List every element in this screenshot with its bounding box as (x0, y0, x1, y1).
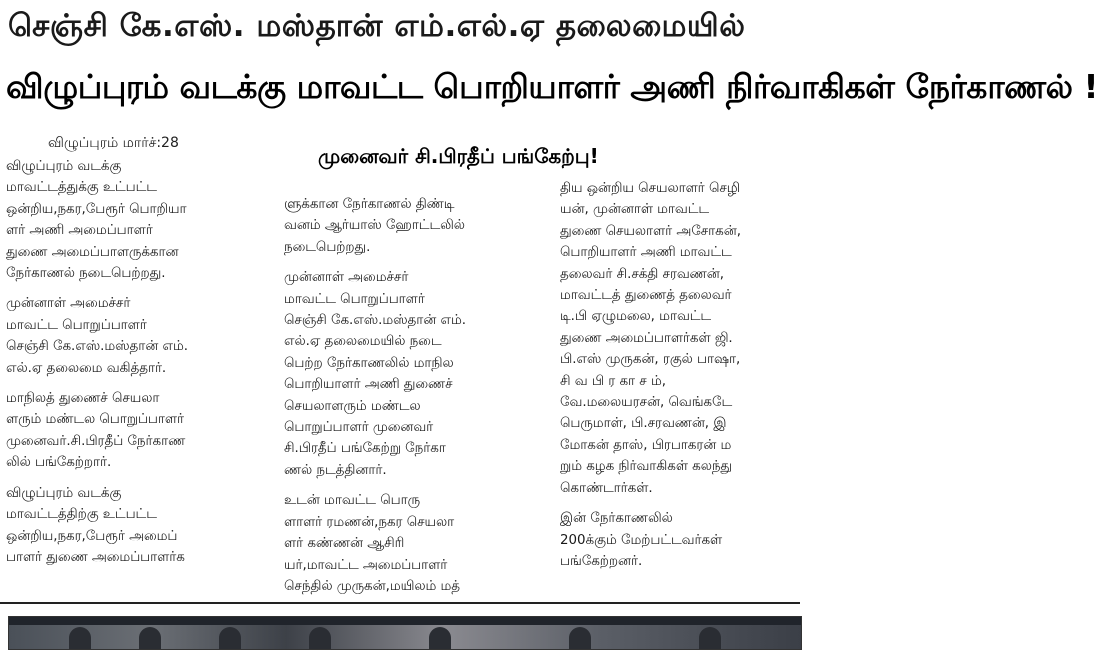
article-line: பாளர் துணை அமைப்பாளர்க (6, 549, 185, 565)
news-photo (8, 616, 802, 650)
article-line: மாவட்டத்துக்கு உட்பட்ட (6, 180, 157, 196)
article-line: யர்,மாவட்ட அமைப்பாளர் (284, 557, 448, 573)
article-line: வனம் ஆர்யாஸ் ஹோட்டலில் (284, 218, 465, 234)
article-paragraph (6, 483, 262, 569)
article-line: செஞ்சி கே.எஸ்.மஸ்தான் எம். (6, 339, 188, 355)
article-line: 200க்கும் மேற்பட்டவர்கள் (560, 532, 723, 548)
subheadline: முனைவர் சி.பிரதீப் பங்கேற்பு! (318, 144, 599, 168)
article-column-3 (560, 178, 800, 581)
article-line: பங்கேற்றனர். (560, 553, 643, 569)
section-divider (0, 602, 800, 604)
article-line: நடைபெற்றது. (284, 239, 371, 255)
article-paragraph (284, 490, 554, 597)
article-line: றும் கழக நிர்வாகிகள் கலந்து (560, 459, 733, 475)
article-line: ளாளர் ரமணன்,நகர செயலா (284, 514, 455, 530)
article-line: மாவட்டத் துணைத் தலைவர் (560, 288, 732, 304)
article-line: லில் பங்கேற்றார். (6, 455, 112, 471)
dateline: விழுப்புரம் மார்ச்:28 (48, 135, 179, 151)
article-line: சி.பிரதீப் பங்கேற்று நேர்கா (284, 441, 446, 457)
article-line: முன்னாள் அமைச்சர் (284, 270, 409, 286)
article-line: ஒன்றிய,நகர,பேரூர் பொறியா (6, 201, 187, 217)
article-line: பி.எஸ் முருகன், ரகுல் பாஷா, (560, 352, 741, 368)
article-line: செஞ்சி கே.எஸ்.மஸ்தான் எம். (284, 313, 466, 329)
photo-person (139, 627, 161, 649)
article-line: மாவட்ட பொறுப்பாளர் (6, 317, 147, 333)
article-line: செயலாளரும் மண்டல (284, 398, 421, 414)
article-line: முனைவர்.சி.பிரதீப் நேர்காண (6, 433, 186, 449)
article-line: யன், முன்னாள் மாவட்ட (560, 202, 710, 218)
article-column-2 (284, 194, 554, 606)
article-line: மாவட்ட பொறுப்பாளர் (284, 291, 425, 307)
article-line: உடன் மாவட்ட பொரு (284, 493, 420, 509)
article-line: ளர் அணி அமைப்பாளர் (6, 223, 153, 239)
article-paragraph (6, 388, 262, 474)
article-line: துணை அமைப்பாளர்கள் ஜி. (560, 330, 733, 346)
article-line: ளுக்கான நேர்காணல் திண்டி (284, 197, 455, 212)
article-line: திய ஒன்றிய செயலாளர் செழி (560, 181, 740, 196)
article-line: ணல் நடத்தினார். (284, 462, 387, 478)
article-line: துணை அமைப்பாளருக்கான (6, 244, 179, 260)
article-line: கொண்டார்கள். (560, 480, 653, 496)
article-line: ளர் கண்ணன் ஆசிரி (284, 536, 405, 552)
article-line: பொறியாளர் அணி துணைச் (284, 377, 453, 393)
photo-person (69, 627, 91, 649)
article-line: தலைவர் சி.சக்தி சரவணன், (560, 266, 724, 282)
article-line: பொறுப்பாளர் முனைவர் (284, 420, 434, 436)
article-paragraph (560, 178, 800, 499)
article-line: ஒன்றிய,நகர,பேரூர் அமைப் (6, 528, 178, 544)
article-paragraph (284, 267, 554, 481)
kicker-headline: செஞ்சி கே.எஸ். மஸ்தான் எம்.எல்.ஏ தலைமையில் (8, 8, 746, 44)
photo-person (309, 627, 331, 649)
article-line: டி.பி ஏழுமலை, மாவட்ட (560, 309, 712, 325)
article-line: பெருமாள், பி.சரவணன், இ (560, 416, 727, 432)
article-line: விழுப்புரம் வடக்கு (6, 159, 122, 174)
photo-person (429, 627, 451, 649)
article-paragraph (6, 293, 262, 379)
photo-person (569, 627, 591, 649)
article-line: இன் நேர்காணலில் (560, 511, 673, 527)
article-paragraph (560, 508, 800, 572)
article-line: வே.மலையரசன், வெங்கடே (560, 395, 733, 411)
article-line: எல்.ஏ தலைமை வகித்தார். (6, 360, 167, 376)
article-line: சி வ பி ர கா ச ம், (560, 373, 666, 389)
photo-person (219, 627, 241, 649)
article-paragraph (284, 194, 554, 258)
article-line: செந்தில் முருகன்,மயிலம் மத் (284, 578, 461, 594)
article-paragraph (6, 156, 262, 284)
article-column-1 (6, 156, 262, 577)
article-line: முன்னாள் அமைச்சர் (6, 296, 131, 312)
article-line: ளரும் மண்டல பொறுப்பாளர் (6, 412, 184, 428)
article-line: எல்.ஏ தலைமையில் நடை (284, 334, 442, 350)
article-line: பொறியாளர் அணி மாவட்ட (560, 245, 732, 261)
article-line: பெற்ற நேர்காணலில் மாநில (284, 355, 454, 371)
article-line: நேர்காணல் நடைபெற்றது. (6, 266, 166, 282)
article-line: மோகன் தாஸ், பிரபாகரன் ம (560, 437, 732, 453)
article-line: துணை செயலாளர் அசோகன், (560, 223, 741, 239)
main-headline: விழுப்புரம் வடக்கு மாவட்ட பொறியாளர் அணி நிர்வாகிகள் நேர்காணல் ! (6, 67, 1098, 106)
photo-ceiling (9, 617, 801, 625)
article-line: மாவட்டத்திற்கு உட்பட்ட (6, 507, 157, 523)
article-line: விழுப்புரம் வடக்கு (6, 485, 122, 501)
article-line: மாநிலத் துணைச் செயலா (6, 391, 160, 407)
photo-person (699, 627, 721, 649)
